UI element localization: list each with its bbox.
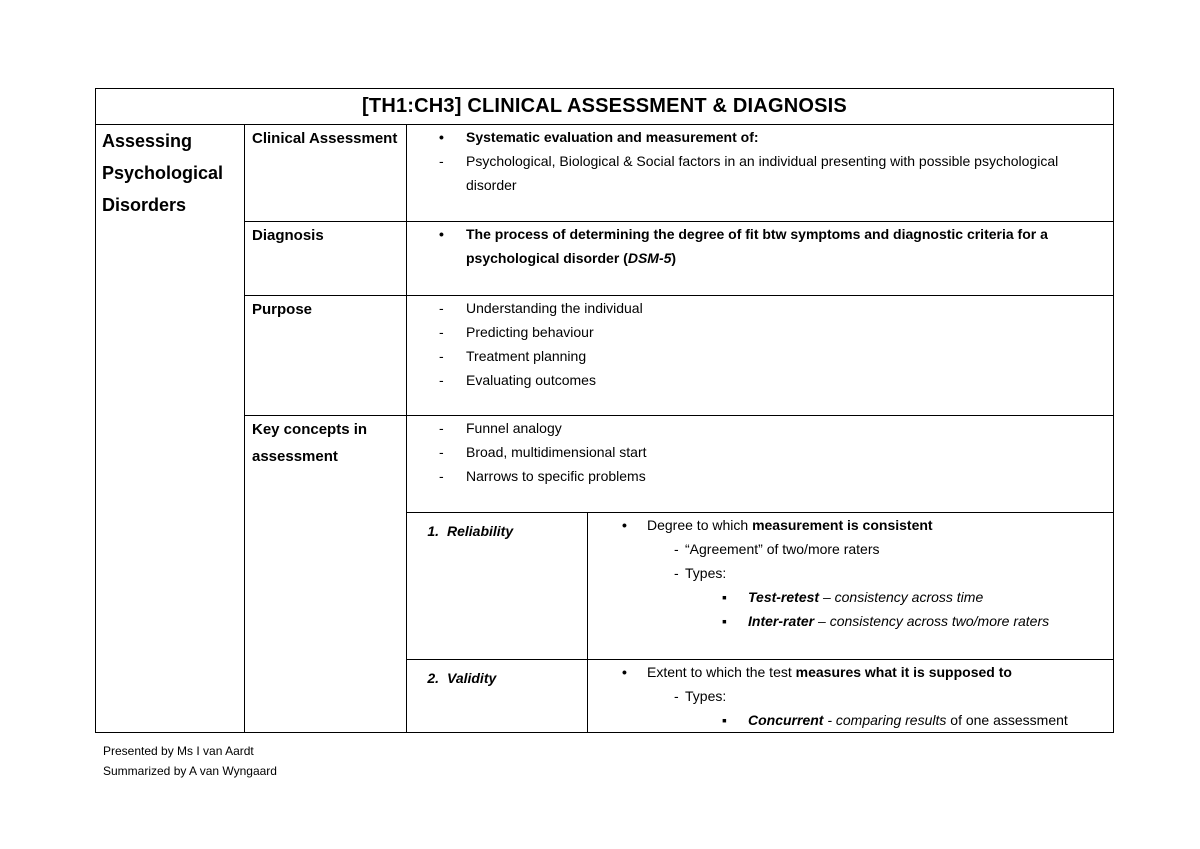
list-item: - Funnel analogy <box>407 416 1107 440</box>
reliability-content <box>588 513 1114 660</box>
row-label-purpose: Purpose <box>245 296 407 416</box>
section-heading: Assessing Psychological Disorders <box>96 125 245 733</box>
diagnosis-bullet: • The process of determining the degree of fit btw symptoms and diagnostic criteria for a psychological disorder (DSM-5) <box>407 222 1107 270</box>
list-item: - Understanding the individual <box>407 296 1107 320</box>
page-title: [TH1:CH3] CLINICAL ASSESSMENT & DIAGNOSIS <box>96 89 1114 125</box>
list-item: ▪ Concurrent - comparing results of one assessment <box>588 708 1109 732</box>
footer-summarized-by: Summarized by A van Wyngaard <box>103 764 277 778</box>
row-label-clinical-assessment: Clinical Assessment <box>245 125 407 222</box>
list-item: - Broad, multidimensional start <box>407 440 1107 464</box>
key-concepts-content <box>407 416 1114 513</box>
purpose-content <box>407 296 1114 416</box>
footer-presented-by: Presented by Ms I van Aardt <box>103 744 254 758</box>
row-label-key-concepts: Key concepts in assessment <box>245 416 407 733</box>
dsm-reference: DSM-5 <box>627 250 672 266</box>
list-item: - “Agreement” of two/more raters <box>588 537 1109 561</box>
clinical-assessment-content <box>407 125 1114 222</box>
validity-content <box>588 660 1114 733</box>
list-item: - Types: <box>588 561 1109 585</box>
notes-table <box>95 88 1114 733</box>
reliability-bullet: • Degree to which measurement is consistent <box>588 513 1109 537</box>
reliability-label: 1. Reliability <box>407 513 588 660</box>
diagnosis-content <box>407 222 1114 296</box>
list-item: - Types: <box>588 684 1109 708</box>
list-item: - Narrows to specific problems <box>407 464 1107 488</box>
list-item: - Evaluating outcomes <box>407 368 1107 392</box>
validity-bullet: • Extent to which the test measures what it is supposed to <box>588 660 1109 684</box>
list-item: - Treatment planning <box>407 344 1107 368</box>
clinical-assessment-bullet: • Systematic evaluation and measurement of: <box>407 125 1107 149</box>
list-item: ▪ Inter-rater – consistency across two/more raters <box>588 609 1109 633</box>
list-item: ▪ Test-retest – consistency across time <box>588 585 1109 609</box>
list-item: - Predicting behaviour <box>407 320 1107 344</box>
clinical-assessment-factors: - Psychological, Biological & Social factors in an individual presenting with possible psychological disorder <box>407 149 1107 197</box>
validity-label: 2. Validity <box>407 660 588 733</box>
row-label-diagnosis: Diagnosis <box>245 222 407 296</box>
